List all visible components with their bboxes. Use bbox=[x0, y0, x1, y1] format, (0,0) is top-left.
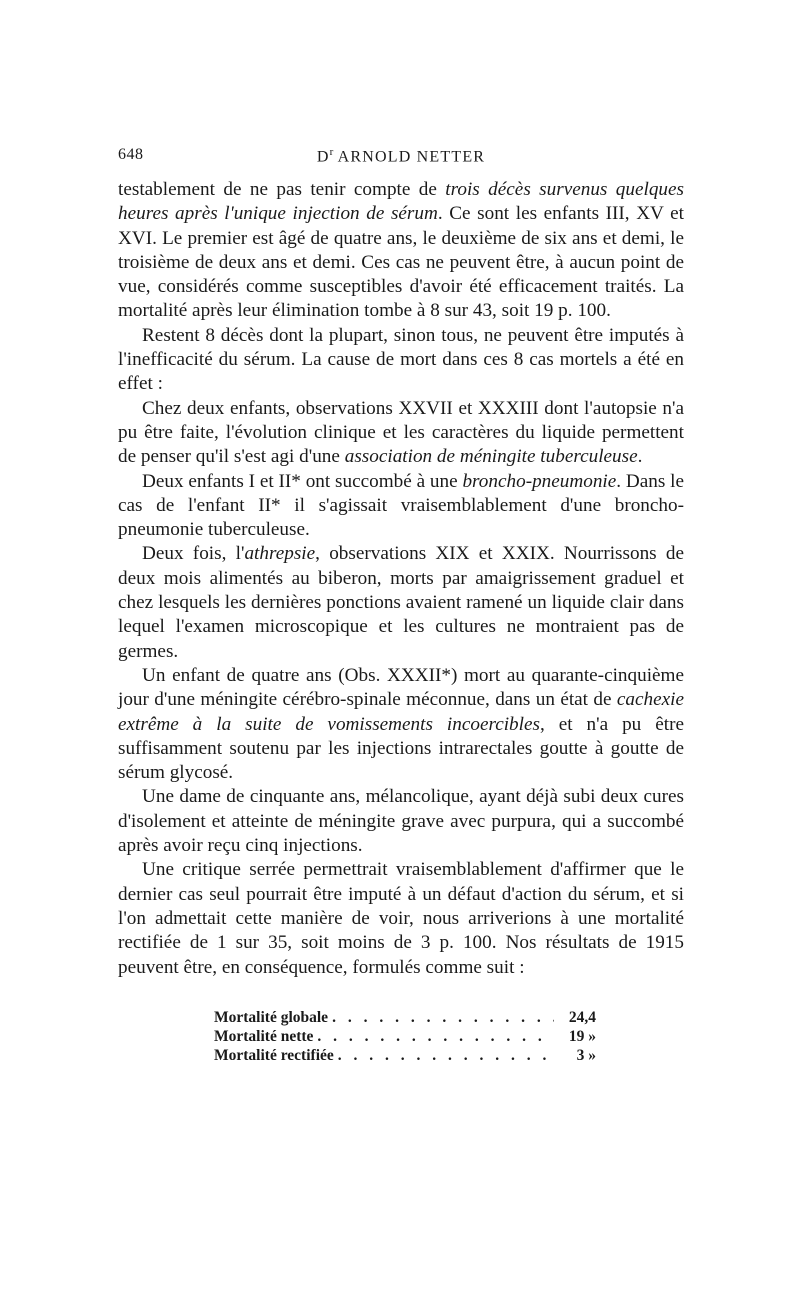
leader-dots bbox=[317, 1027, 554, 1046]
text-run: , et n'a pu être suffisamment soutenu par les injections intrarectales goutte à goutte de sérum glycosé. bbox=[118, 713, 684, 784]
text-run: Une critique serrée permettrait vraisemblablement d'affirmer que le dernier cas seul pourrait être imputé à un défaut d'action du sérum, et si l'on admettait cette manière de voir, nous arriverions à une mortalité rectifiée de 1 sur 35, soit moins de 3 p. 100. Nos résultats de 1915 peuvent être, en conséquence, formulés comme suit : bbox=[118, 859, 684, 978]
mortality-summary-table bbox=[214, 1008, 596, 1065]
title-prefix: D bbox=[316, 148, 330, 166]
summary-value: 3 » bbox=[576, 1046, 596, 1064]
text-run: , observations XIX et XXIX. Nourrissons de deux mois alimentés au biberon, morts par amaigrissement graduel et chez lesquels les dernières ponctions avaient ramené un liquide clair dans lequel l'examen microscopique et les cultures ne montraient pas de germes. bbox=[118, 543, 684, 662]
text-run: Deux fois, l' bbox=[142, 543, 245, 565]
page-number: 648 bbox=[118, 146, 144, 163]
summary-row-net bbox=[214, 1027, 596, 1046]
summary-label: Mortalité nette bbox=[214, 1027, 314, 1045]
summary-label: Mortalité rectifiée bbox=[214, 1046, 334, 1064]
running-title bbox=[118, 146, 684, 166]
paragraph-critique bbox=[118, 858, 684, 979]
paragraph-continuation bbox=[118, 178, 684, 324]
italic-text: broncho-pneumonie bbox=[462, 470, 617, 492]
text-run: . Dans le cas de l'enfant II* il s'agissait vraisemblablement d'une broncho-pneumonie tuberculeuse. bbox=[118, 470, 685, 541]
text-run: . Ce sont les enfants III, XV et XVI. Le premier est âgé de quatre ans, le deuxième de six ans et demi, le troisième de deux ans et demi. Ces cas ne peuvent être, à aucun point de vue, considérés comme susceptibles d'avoir été efficacement traités. La mortalité après leur élimination tombe à 8 sur 43, soit 19 p. 100. bbox=[118, 203, 685, 322]
book-page bbox=[118, 140, 684, 1065]
body-text bbox=[118, 178, 684, 980]
paragraph-bronchopneumonia bbox=[118, 470, 684, 543]
paragraph-athrepsia bbox=[118, 542, 684, 663]
summary-value: 24,4 bbox=[568, 1008, 596, 1026]
paragraph-purpura bbox=[118, 785, 684, 858]
paragraph-remaining-deaths bbox=[118, 324, 684, 397]
summary-row-rectified bbox=[214, 1046, 596, 1065]
leader-dots bbox=[332, 1008, 554, 1027]
title-superscript: r bbox=[329, 146, 334, 158]
text-run: Un enfant de quatre ans (Obs. XXXII*) mort au quarante-cinquième jour d'une méningite cérébro-spinale méconnue, dans un état de bbox=[118, 664, 684, 711]
leader-dots bbox=[338, 1046, 554, 1065]
italic-text: cachexie extrême à la suite de vomissements incoercibles bbox=[118, 689, 684, 735]
text-run: . bbox=[637, 446, 643, 468]
text-run: Restent 8 décès dont la plupart, sinon tous, ne peuvent être imputés à l'inefficacité du sérum. La cause de mort dans ces 8 cas mortels a été en effet : bbox=[118, 324, 684, 395]
paragraph-tuberculous-meningitis bbox=[118, 397, 684, 470]
summary-row-global bbox=[214, 1008, 596, 1027]
paragraph-cachexia bbox=[118, 664, 684, 785]
text-run: Deux enfants I et II* ont succombé à une bbox=[142, 470, 463, 492]
italic-text: trois décès survenus quelques heures après l'unique injection de sérum bbox=[118, 179, 684, 225]
title-author-name: ARNOLD NETTER bbox=[333, 148, 486, 166]
summary-value: 19 » bbox=[568, 1027, 596, 1045]
italic-text: athrepsie bbox=[244, 543, 316, 565]
italic-text: association de méningite tuberculeuse bbox=[344, 446, 638, 468]
text-run: Une dame de cinquante ans, mélancolique, ayant déjà subi deux cures d'isolement et atteinte de méningite grave avec purpura, qui a succombé après avoir reçu cinq injections. bbox=[118, 786, 684, 857]
summary-label: Mortalité globale bbox=[214, 1008, 329, 1026]
running-head bbox=[118, 140, 684, 168]
text-run: testablement de ne pas tenir compte de bbox=[118, 179, 446, 200]
text-run: Chez deux enfants, observations XXVII et XXXIII dont l'autopsie n'a pu être faite, l'évolution clinique et les caractères du liquide permettent de penser qu'il s'est agi d'une bbox=[118, 397, 684, 468]
